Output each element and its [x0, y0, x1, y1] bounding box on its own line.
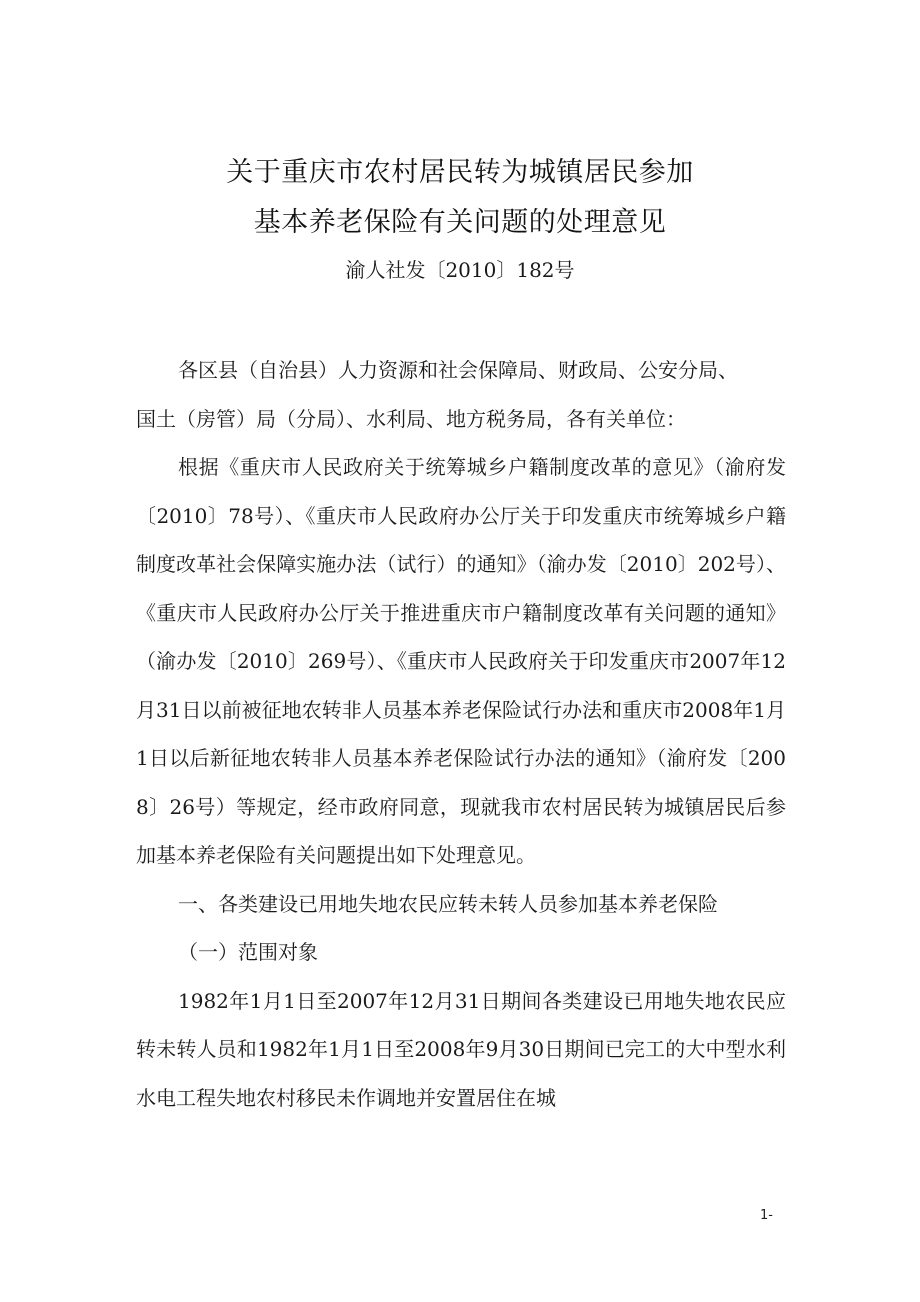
document-title [0, 148, 920, 248]
paragraph-basis: 根据《重庆市人民政府关于统筹城乡户籍制度改革的意见》（渝府发〔2010〕78号）、《重庆市人民政府办公厅关于印发重庆市统筹城乡户籍制度改革社会保障实施办法（试行）的通知》（渝办发〔2010〕202号）、《重庆市人民政府办公厅关于推进重庆市户籍制度改革有关问题的通知》（渝办发〔2010〕269号）、《重庆市人民政府关于印发重庆市2007年12月31日以前被征地农转非人员基本养老保险试行办法和重庆市2008年1月1日以后新征地农转非人员基本养老保险试行办法的通知》（渝府发〔2008〕26号）等规定，经市政府同意，现就我市农村居民转为城镇居民后参加基本养老保险有关问题提出如下处理意见。 [136, 455, 786, 867]
paragraph-addressees: 各区县（自治县）人力资源和社会保障局、财政局、公安分局、 [178, 358, 738, 382]
title-line-2: 基本养老保险有关问题的处理意见 [253, 207, 667, 238]
title-line-1: 关于重庆市农村居民转为城镇居民参加 [226, 157, 694, 188]
paragraph-scope: 1982年1月1日至2007年12月31日期间各类建设已用地失地农民应转未转人员和1982年1月1日至2008年9月30日期间已完工的大中型水利水电工程失地农村移民未作调地并安置居住在城 [136, 988, 786, 1110]
document-body [136, 346, 786, 1122]
section-heading-1: 一、各类建设已用地失地农民应转未转人员参加基本养老保险 [178, 891, 718, 916]
paragraph-addressees-cont: 国土（房管）局（分局）、水利局、地方税务局，各有关单位： [136, 406, 686, 431]
document-number: 渝人社发〔2010〕182号 [345, 258, 575, 282]
page-number: 1- [760, 1208, 773, 1223]
subsection-heading-1: （一）范围对象 [178, 940, 318, 964]
